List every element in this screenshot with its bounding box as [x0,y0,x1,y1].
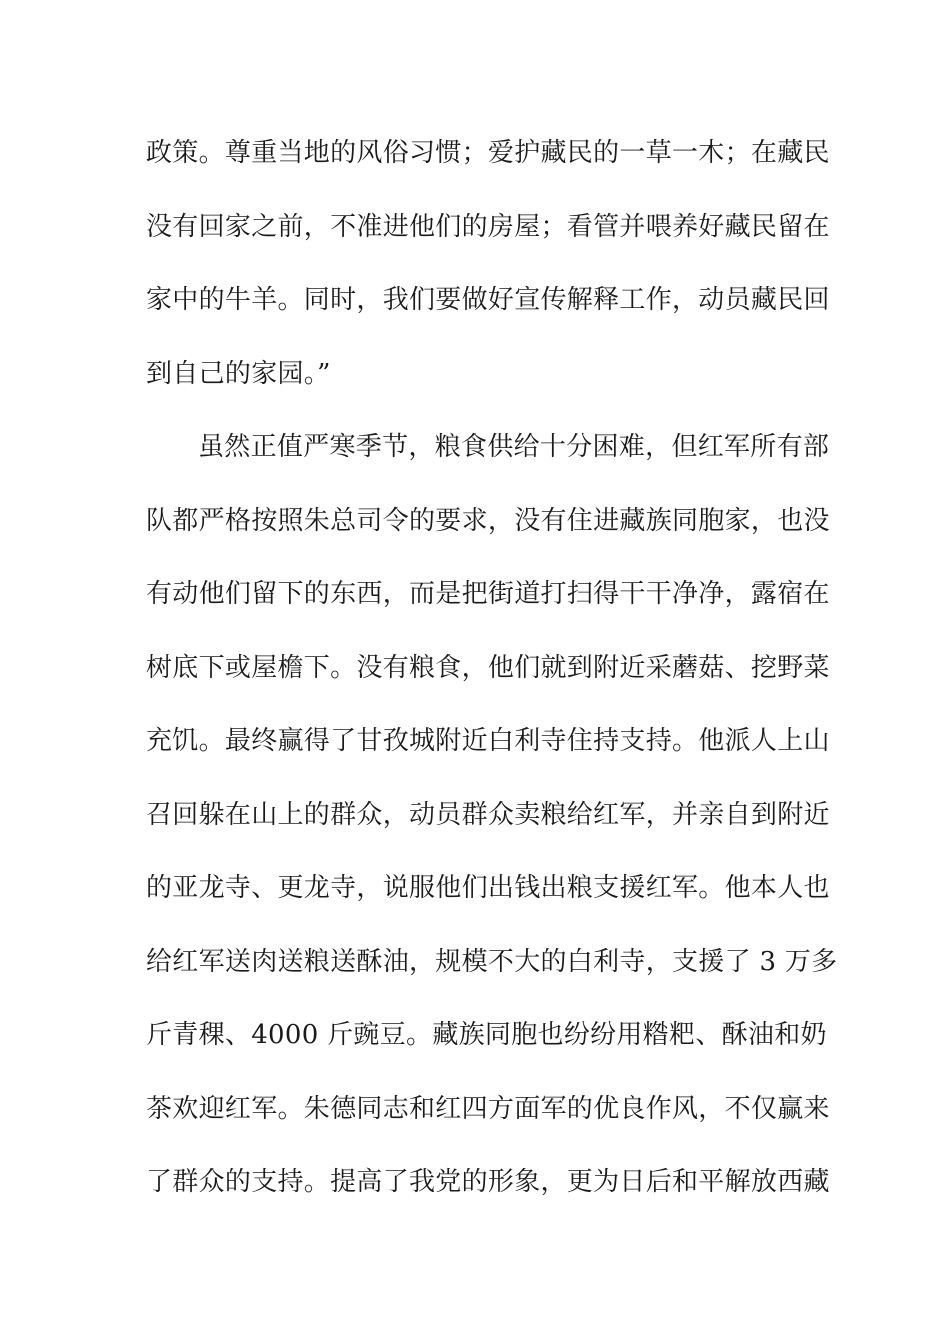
text-line: 家中的牛羊。同时，我们要做好宣传解释工作，动员藏民回 [146,285,830,315]
paragraph-start-line: 虽然正值严寒季节，粮食供给十分困难，但红军所有部 [198,432,830,462]
text-line: 茶欢迎红军。朱德同志和红四方面军的优良作风，不仅赢来 [146,1093,830,1124]
body-text [146,126,838,1229]
text-line: 了群众的支持。提高了我党的形象，更为日后和平解放西藏 [146,1167,830,1197]
text-line: 斤青稞、4000 斤豌豆。藏族同胞也纷纷用糌粑、酥油和奶 [146,1020,827,1050]
text-line: 有动他们留下的东西，而是把街道打扫得干干净净，露宿在 [146,579,830,609]
text-line: 队都严格按照朱总司令的要求，没有住进藏族同胞家，也没 [146,505,830,536]
text-line: 树底下或屋檐下。没有粮食，他们就到附近采蘑菇、挖野菜 [146,652,830,683]
text-line: 充饥。最终赢得了甘孜城附近白利寺住持支持。他派人上山 [146,726,830,756]
text-line: 没有回家之前，不准进他们的房屋；看管并喂养好藏民留在 [146,211,830,242]
text-line: 到自己的家园。” [146,358,331,389]
text-line: 的亚龙寺、更龙寺，说服他们出钱出粮支援红军。他本人也 [146,873,830,903]
text-line: 给红军送肉送粮送酥油，规模不大的白利寺，支援了 3 万多 [146,946,838,977]
text-line: 政策。尊重当地的风俗习惯；爱护藏民的一草一木；在藏民 [146,138,830,168]
text-line: 召回躲在山上的群众，动员群众卖粮给红军，并亲自到附近 [146,799,830,830]
